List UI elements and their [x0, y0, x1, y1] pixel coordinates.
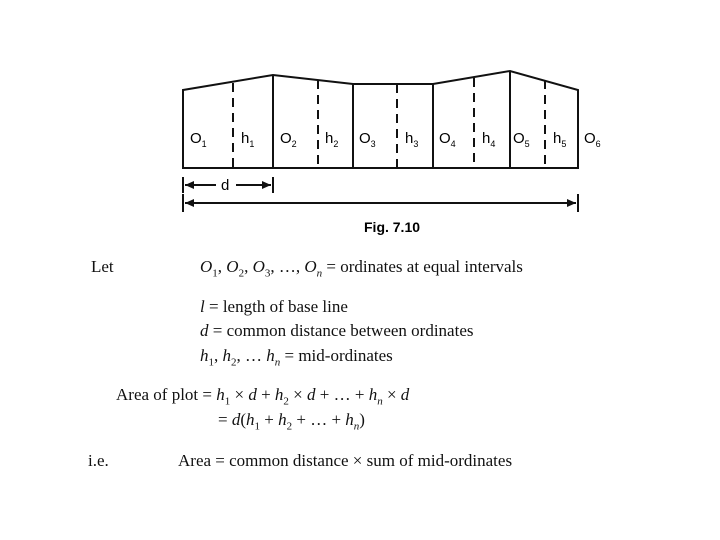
mid-ordinate-definition-text: = mid-ordinates — [284, 346, 393, 365]
ordinate-label: $O_1$ — [190, 130, 207, 149]
final-statement — [178, 451, 512, 471]
ordinates-definition: $O_1$, $O_2$, $O_3$, …, $O_n$ = ordinates at equal intervals — [200, 257, 523, 280]
distance-definition-text: = common distance between ordinates — [212, 321, 474, 340]
mid-ordinate-label: $h_5$ — [553, 130, 567, 149]
plot-outline — [183, 71, 578, 168]
area-formula-label: Area of plot = — [116, 385, 212, 404]
mid-ordinate-label: $h_3$ — [405, 130, 419, 149]
figure-diagram — [0, 0, 720, 240]
arrowhead-right — [262, 181, 271, 189]
arrowhead-left — [185, 199, 194, 207]
ordinate-label: $O_4$ — [439, 130, 456, 149]
ordinate-label: $O_5$ — [513, 130, 530, 149]
mid-ordinate-label: $h_4$ — [482, 130, 496, 149]
ie-label: i.e. — [88, 451, 109, 470]
ordinate-label: $O_2$ — [280, 130, 297, 149]
distance-label: d — [221, 177, 230, 194]
final-area-word: Area — [178, 451, 212, 470]
arrowhead-left — [185, 181, 194, 189]
figure-caption: Fig. 7.10 — [364, 219, 421, 235]
ordinates-definition-text: = ordinates at equal intervals — [326, 257, 523, 276]
distance-definition: d = common distance between ordinates — [200, 321, 474, 340]
mid-ordinate-label: $h_1$ — [241, 130, 255, 149]
mid-ordinate-definition: $h_1$, $h_2$, … $h_n$ = mid-ordinates — [200, 346, 393, 369]
let-label: Let — [91, 257, 114, 276]
length-definition-text: = length of base line — [208, 297, 348, 316]
ordinate-label: $O_6$ — [584, 130, 601, 149]
area-formula: Area of plot = $h_1 \times d + h_2 \times d$ + … + $h_n \times d$ — [116, 385, 410, 408]
length-definition: l = length of base line — [200, 297, 348, 316]
mid-ordinate-label: $h_2$ — [325, 130, 339, 149]
area-formula-simplified: = $d(h_1 + h_2$ + … + $h_n$) — [218, 410, 365, 433]
ordinate-label: $O_3$ — [359, 130, 376, 149]
final-statement-text: = common distance × sum of mid-ordinates — [215, 451, 513, 470]
arrowhead-right — [567, 199, 576, 207]
